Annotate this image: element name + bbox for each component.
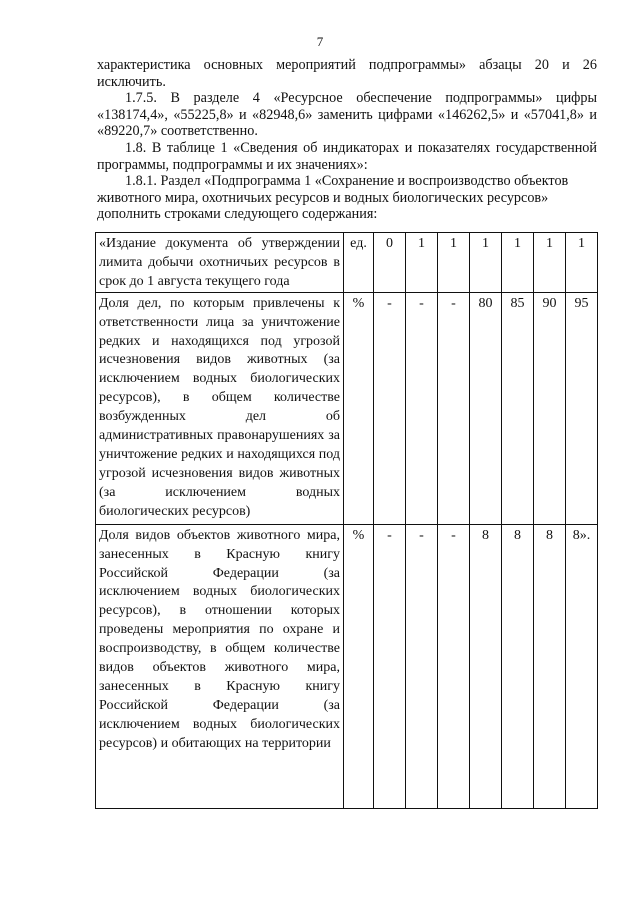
paragraph-1: характеристика основных мероприятий подпрограммы» абзацы 20 и 26 исключить. <box>97 57 597 90</box>
indicator-value: - <box>438 524 470 808</box>
indicator-value: 8». <box>566 524 598 808</box>
indicator-value: - <box>438 292 470 524</box>
indicator-value: 85 <box>502 292 534 524</box>
indicator-value: - <box>406 524 438 808</box>
indicator-value: 1 <box>406 233 438 293</box>
indicator-value: 1 <box>438 233 470 293</box>
indicator-unit: % <box>344 292 374 524</box>
indicator-unit: ед. <box>344 233 374 293</box>
indicator-value: 95 <box>566 292 598 524</box>
indicator-value: - <box>374 524 406 808</box>
indicator-value: 8 <box>502 524 534 808</box>
indicator-value: - <box>406 292 438 524</box>
paragraph-4: 1.8.1. Раздел «Подпрограмма 1 «Сохранение и воспроизводство объектов животного мира, охотничьих ресурсов и водных биологических ресурсов» дополнить строками следующего содержания: <box>97 173 569 223</box>
paragraph-2: 1.7.5. В разделе 4 «Ресурсное обеспечение подпрограммы» цифры «138174,4», «55225,8» и «82948,6» заменить цифрами «146262,5» и «57041,8» и «89220,7» соответственно. <box>97 90 597 140</box>
indicator-value: - <box>374 292 406 524</box>
indicator-value: 0 <box>374 233 406 293</box>
indicators-table <box>95 232 598 809</box>
indicator-name: «Издание документа об утверждении лимита добычи охотничьих ресурсов в срок до 1 августа текущего года <box>96 233 344 293</box>
table-row <box>96 292 598 524</box>
document-body <box>97 57 597 223</box>
indicator-name: Доля дел, по которым привлечены к ответственности лица за уничтожение редких и находящихся под угрозой исчезновения видов животных (за исключением водных биологических ресурсов), в общем количестве возбужденных дел об административных правонарушениях за уничтожение редких и находящихся под угрозой исчезновения видов животных (за исключением водных биологических ресурсов) <box>96 292 344 524</box>
page-number: 7 <box>316 34 324 49</box>
table-row <box>96 233 598 293</box>
indicator-unit: % <box>344 524 374 808</box>
table-row <box>96 524 598 808</box>
indicator-value: 8 <box>470 524 502 808</box>
indicator-value: 1 <box>534 233 566 293</box>
indicator-value: 1 <box>470 233 502 293</box>
indicator-value: 1 <box>566 233 598 293</box>
paragraph-3: 1.8. В таблице 1 «Сведения об индикаторах и показателях государственной программы, подпрограммы и их значениях»: <box>97 139 597 173</box>
indicator-value: 1 <box>502 233 534 293</box>
indicator-value: 8 <box>534 524 566 808</box>
indicator-value: 90 <box>534 292 566 524</box>
indicator-value: 80 <box>470 292 502 524</box>
indicator-name: Доля видов объектов животного мира, занесенных в Красную книгу Российской Федерации (за исключением водных биологических ресурсов), в отношении которых проведены мероприятия по охране и воспроизводству, в общем количестве видов объектов животного мира, занесенных в Красную книгу Российской Федерации (за исключением водных биологических ресурсов) и обитающих на территории <box>96 524 344 808</box>
